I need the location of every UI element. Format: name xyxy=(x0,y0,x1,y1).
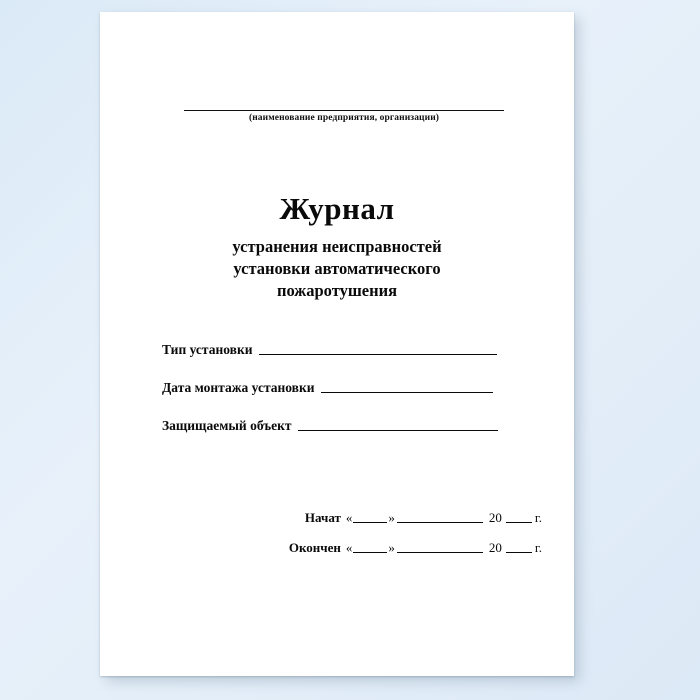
year-prefix: 20 xyxy=(488,510,502,525)
field-write-line[interactable] xyxy=(298,430,498,431)
month-write-line[interactable] xyxy=(397,552,483,553)
year-prefix: 20 xyxy=(488,540,502,555)
organization-name-line xyxy=(184,110,504,111)
field-write-line[interactable] xyxy=(321,392,493,393)
day-write-line[interactable] xyxy=(353,552,387,553)
field-label: Дата монтажа установки xyxy=(162,380,315,395)
date-started-label: Начат xyxy=(304,510,341,525)
document-subtitle xyxy=(140,236,534,301)
field-installation-type xyxy=(162,342,534,358)
field-protected-object xyxy=(162,418,534,434)
year-write-line[interactable] xyxy=(506,522,532,523)
document-subtitle-line-1: устранения неисправностей xyxy=(232,237,442,257)
document-subtitle-line-2: установки автоматического xyxy=(233,258,441,278)
date-started-row xyxy=(280,510,542,526)
field-write-line[interactable] xyxy=(259,354,497,355)
date-finished-row xyxy=(280,540,542,556)
field-installation-date xyxy=(162,380,534,396)
day-write-line[interactable] xyxy=(353,522,387,523)
date-finished-label: Окончен xyxy=(288,540,341,555)
year-suffix: г. xyxy=(534,540,542,555)
document-subtitle-line-3: пожаротушения xyxy=(276,280,398,300)
organization-name-caption: (наименование предприятия, организации) xyxy=(248,113,440,123)
footer-dates xyxy=(280,510,542,570)
year-suffix: г. xyxy=(534,510,542,525)
field-label: Защищаемый объект xyxy=(162,418,292,433)
month-write-line[interactable] xyxy=(397,522,483,523)
quote-open: « xyxy=(345,540,353,555)
form-fields xyxy=(162,342,534,456)
organization-name-block xyxy=(184,110,504,123)
document-page xyxy=(100,12,574,676)
title-block xyxy=(140,192,534,301)
quote-open: « xyxy=(345,510,353,525)
year-write-line[interactable] xyxy=(506,552,532,553)
field-label: Тип установки xyxy=(162,342,253,357)
document-title: Журнал xyxy=(279,191,395,226)
quote-close: » xyxy=(388,540,395,555)
quote-close: » xyxy=(388,510,395,525)
